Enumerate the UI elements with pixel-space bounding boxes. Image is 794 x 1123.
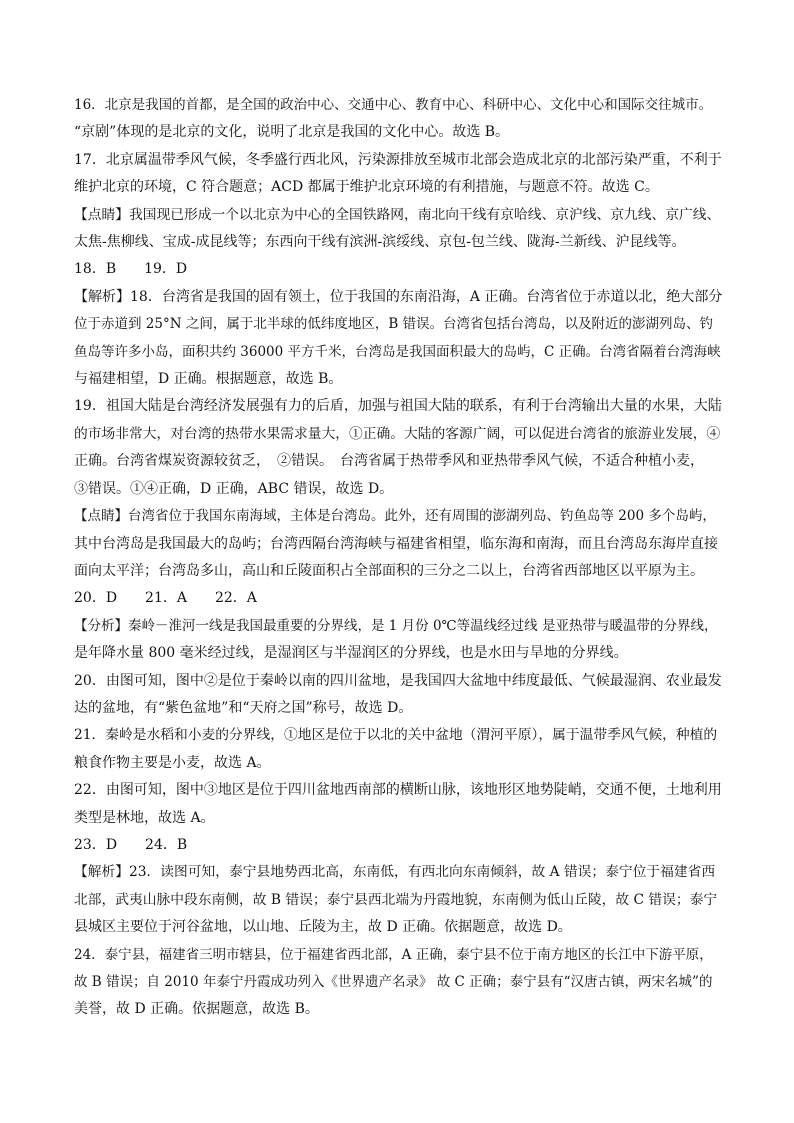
text-line: “京剧”体现的是北京的文化，说明了北京是我国的文化中心。故选 B。 bbox=[74, 124, 510, 141]
text-line: 北部，武夷山脉中段东南侧，故 B 错误；泰宁县西北端为丹霞地貌，东南侧为低山丘陵，故 C 错误；泰宁 bbox=[74, 891, 718, 908]
text-line: 是年降水量 800 毫米经过线，是湿润区与半湿润区的分界线，也是水田与旱地的分界线。 bbox=[74, 645, 628, 662]
text-line: 维护北京的环境，C 符合题意；ACD 都属于维护北京环境的有利措施，与题意不符。故选 C。 bbox=[74, 179, 659, 196]
answer-text bbox=[74, 92, 722, 1024]
text-line: 【点睛】台湾省位于我国东南海域，主体是台湾岛。此外，还有周围的澎湖列岛、钓鱼岛等 200 多个岛屿， bbox=[74, 508, 716, 525]
text-line: 的市场非常大，对台湾的热带水果需求量大，①正确。大陆的客源广阔，可以促进台湾省的旅游业发展，④ bbox=[74, 425, 721, 442]
answer-key-line: 20．D 21．A 22．A bbox=[74, 590, 257, 607]
text-line: 21．秦岭是水稻和小麦的分界线，①地区是位于以北的关中盆地（渭河平原），属于温带季风气候，种植的 bbox=[74, 727, 718, 744]
text-line: 县城区主要位于河谷盆地，以山地、丘陵为主，故 D 正确。依据题意，故选 D。 bbox=[74, 919, 572, 936]
text-line: 【解析】18．台湾省是我国的固有领土，位于我国的东南沿海，A 正确。台湾省位于赤道以北，绝大部分 bbox=[74, 288, 723, 305]
text-line: 【解析】23．读图可知，泰宁县地势西北高，东南低，有西北向东南倾斜，故 A 错误；泰宁位于福建省西 bbox=[74, 864, 716, 881]
text-line: 鱼岛等许多小岛，面积共约 36000 平方千米，台湾岛是我国面积最大的岛屿，C 正确。台湾省隔着台湾海峡 bbox=[74, 343, 721, 360]
text-line: 与福建相望，D 正确。根据题意，故选 B。 bbox=[74, 371, 343, 388]
document-body bbox=[74, 92, 722, 1024]
answer-key-line: 18．B 19．D bbox=[74, 261, 188, 278]
text-line: 22．由图可知，图中③地区是位于四川盆地西南部的横断山脉，该地形区地势陡峭，交通不便，土地利用 bbox=[74, 782, 722, 799]
text-line: 位于赤道到 25°N 之间，属于北半球的低纬度地区，B 错误。台湾省包括台湾岛，以及附近的澎湖列岛、钓 bbox=[74, 316, 714, 333]
text-line: 【点睛】我国现已形成一个以北京为中心的全国铁路网，南北向干线有京哈线、京沪线、京九线、京广线、 bbox=[74, 206, 721, 223]
answer-key-line: 23．D 24．B bbox=[74, 836, 188, 853]
text-line: 17．北京属温带季风气候，冬季盛行西北风，污染源排放至城市北部会造成北京的北部污染严重，不利于 bbox=[74, 151, 722, 168]
text-line: 16．北京是我国的首都，是全国的政治中心、交通中心、教育中心、科研中心、文化中心和国际交往城市。 bbox=[74, 97, 713, 113]
text-line: ③错误。①④正确，D 正确，ABC 错误，故选 D。 bbox=[74, 480, 394, 497]
text-line: 其中台湾岛是我国最大的岛屿；台湾西隔台湾海峡与福建省相望，临东海和南海，而且台湾岛东海岸直接 bbox=[74, 535, 718, 552]
text-line: 19．祖国大陆是台湾经济发展强有力的后盾，加强与祖国大陆的联系，有利于台湾输出大量的水果，大陆 bbox=[74, 398, 722, 415]
text-line: 20．由图可知，图中②是位于秦岭以南的四川盆地，是我国四大盆地中纬度最低、气候最湿润、农业最发 bbox=[74, 672, 722, 689]
text-line: 达的盆地，有“紫色盆地”和“天府之国”称号，故选 D。 bbox=[74, 699, 413, 716]
text-line: 【分析】秦岭－淮河一线是我国最重要的分界线，是 1 月份 0℃等温线经过线 是亚热带与暖温带的分界线， bbox=[74, 617, 718, 634]
text-line: 类型是林地，故选 A。 bbox=[74, 809, 215, 826]
text-line: 太焦-焦柳线、宝成-成昆线等；东西向干线有滨洲-滨绥线、京包-包兰线、陇海-兰新线、沪昆线等。 bbox=[74, 234, 686, 251]
text-line: 面向太平洋；台湾岛多山，高山和丘陵面积占全部面积的三分之二以上，台湾省西部地区以平原为主。 bbox=[74, 562, 704, 579]
text-line: 粮食作物主要是小麦，故选 A。 bbox=[74, 754, 271, 771]
text-line: 24．泰宁县，福建省三明市辖县，位于福建省西北部，A 正确，泰宁县不位于南方地区的长江中下游平原， bbox=[74, 946, 713, 963]
text-line: 美誉，故 D 正确。依据题意，故选 B。 bbox=[74, 1001, 319, 1018]
text-line: 正确。台湾省煤炭资源较贫乏， ②错误。 台湾省属于热带季风和亚热带季风气候，不适合种植小麦， bbox=[74, 453, 704, 470]
text-line: 故 B 错误；自 2010 年泰宁丹霞成功列入《世界遗产名录》 故 C 正确；泰宁县有“汉唐古镇，两宋名城”的 bbox=[74, 974, 713, 990]
